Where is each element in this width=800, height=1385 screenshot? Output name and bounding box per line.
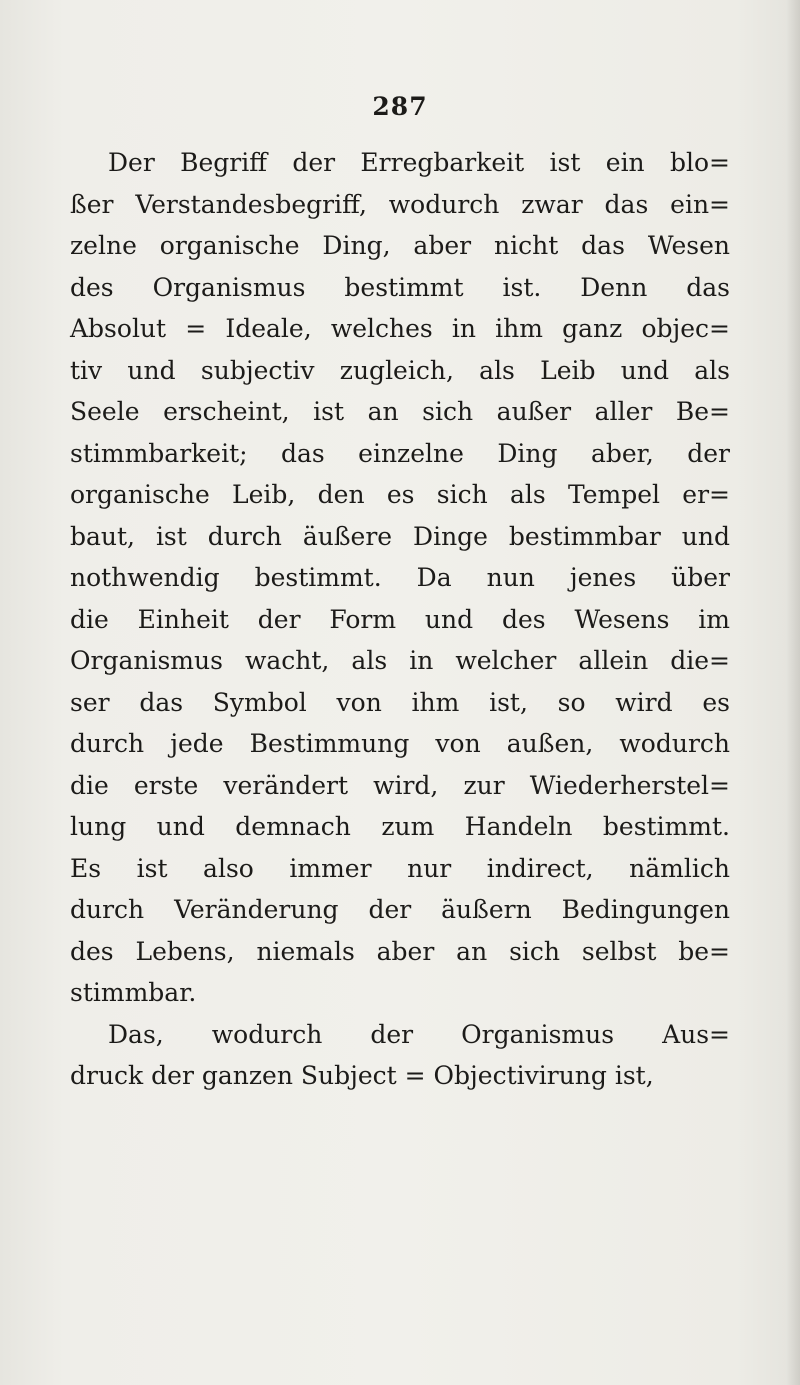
text-line: durch jede Bestimmung von außen, wodurch <box>70 729 730 758</box>
text-line: stimmbarkeit; das einzelne Ding aber, der <box>70 438 730 468</box>
text-line: organische Leib, den es sich als Tempel er= <box>70 480 730 509</box>
text-line: Seele erscheint, ist an sich außer aller Be= <box>70 397 730 426</box>
text-line: des Organismus bestimmt ist. Denn das <box>70 272 730 302</box>
text-line: baut, ist durch äußere Dinge bestimmbar und <box>70 521 730 551</box>
text-line: ser das Symbol von ihm ist, so wird es <box>70 687 730 717</box>
text-line: Es ist also immer nur indirect, nämlich <box>70 853 730 883</box>
text-line: des Lebens, niemals aber an sich selbst be= <box>70 936 730 966</box>
text-line: die erste verändert wird, zur Wiederherstel= <box>70 770 730 800</box>
text-line: nothwendig bestimmt. Da nun jenes über <box>70 563 730 592</box>
text-line: Der Begriff der Erregbarkeit ist ein blo= <box>108 148 730 177</box>
text-line: durch Veränderung der äußern Bedingungen <box>70 895 730 924</box>
body-text <box>70 142 730 1097</box>
text-line: Organismus wacht, als in welcher allein die= <box>70 646 730 675</box>
text-line: lung und demnach zum Handeln bestimmt. <box>70 812 730 841</box>
text-line: zelne organische Ding, aber nicht das Wesen <box>70 231 730 260</box>
text-line: druck der ganzen Subject = Objectivirung ist, <box>70 1061 654 1090</box>
text-line: stimmbar. <box>70 978 197 1007</box>
text-line: tiv und subjectiv zugleich, als Leib und als <box>70 355 730 385</box>
page-number: 287 <box>372 92 428 121</box>
text-line: die Einheit der Form und des Wesens im <box>70 604 730 634</box>
text-line: ßer Verstandesbegriff, wodurch zwar das ein= <box>70 189 730 219</box>
page-edge-shadow <box>786 0 800 1385</box>
text-line: Absolut = Ideale, welches in ihm ganz objec= <box>70 314 730 343</box>
text-line: Das, wodurch der Organismus Aus= <box>108 1019 730 1049</box>
